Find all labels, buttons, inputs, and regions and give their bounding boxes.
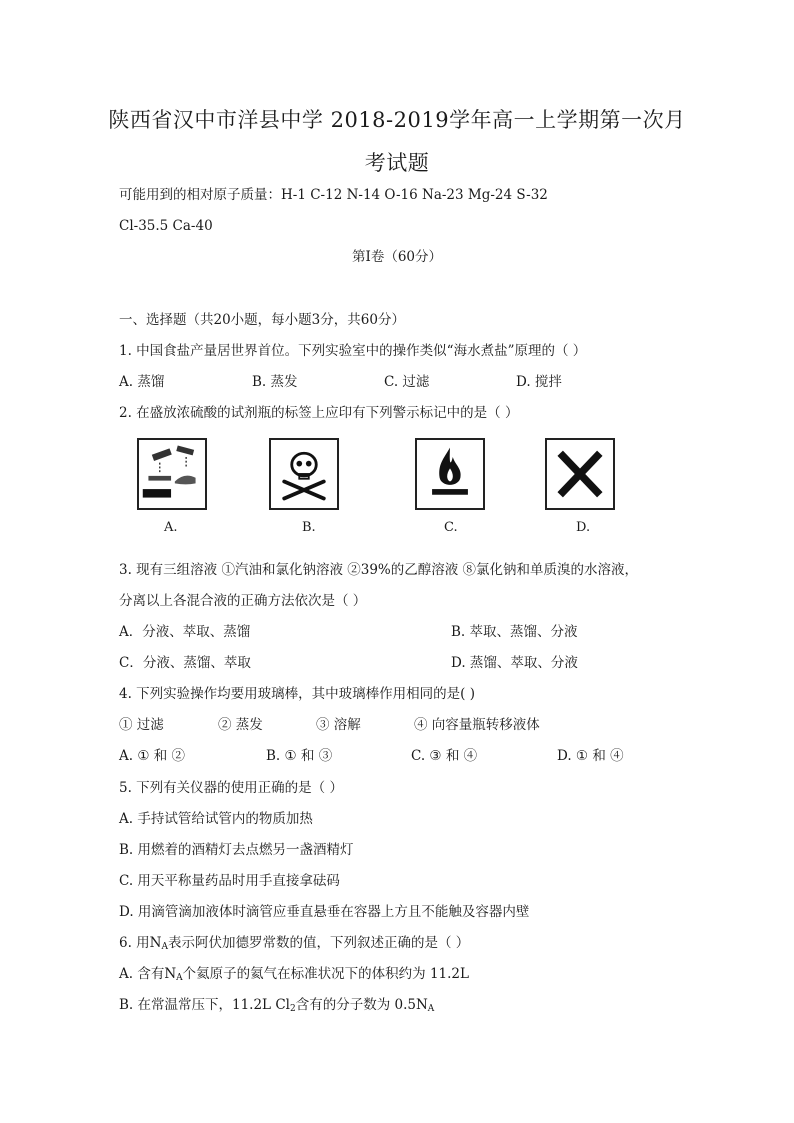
q2-label-c: C.	[444, 520, 458, 535]
q6-option-b-pre: B. 在常温常压下，11.2L Cl	[119, 997, 290, 1013]
q3-option-a: A．分液、萃取、蒸馏	[119, 624, 251, 640]
q1-option-c: C. 过滤	[384, 374, 430, 390]
corrosive-icon	[137, 438, 207, 510]
q4-item-2: ② 蒸发	[218, 717, 263, 733]
toxic-skull-icon	[269, 438, 339, 510]
q6-option-b-sub: 2	[289, 1004, 296, 1014]
q2-label-a: A.	[164, 520, 178, 535]
q4-stem: 4. 下列实验操作均要用玻璃棒，其中玻璃棒作用相同的是( )	[119, 686, 475, 702]
q6-stem-pre: 6. 用N	[119, 935, 162, 951]
volume-title: 第Ⅰ卷（60分）	[351, 249, 442, 265]
exam-title-line1: 陕西省汉中市洋县中学 2018-2019学年高一上学期第一次月	[108, 108, 686, 132]
q6-option-b-sub2: A	[427, 1004, 435, 1014]
q6-stem	[119, 934, 469, 952]
q3-option-c: C．分液、蒸馏、萃取	[119, 655, 251, 671]
q6-stem-post: 表示阿伏加德罗常数的值，下列叙述正确的是（ ）	[167, 935, 470, 951]
exam-title-line2: 考试题	[364, 151, 430, 175]
q4-item-3: ③ 溶解	[316, 717, 361, 733]
q5-option-d: D. 用滴管滴加液体时滴管应垂直悬垂在容器上方且不能触及容器内壁	[119, 904, 530, 920]
q1-option-d: D. 搅拌	[516, 374, 562, 390]
atomic-mass-line1: 可能用到的相对原子质量：H-1 C-12 N-14 O-16 Na-23 Mg-24 S-32	[119, 187, 548, 203]
q6-stem-sub: A	[161, 942, 168, 952]
q5-option-c: C. 用天平称量药品时用手直接拿砝码	[119, 873, 340, 889]
harmful-x-icon	[545, 438, 615, 510]
q6-option-a-post: 个氦原子的氦气在标准状况下的体积约为 11.2L	[182, 966, 469, 982]
q6-option-b-mid: 含有的分子数为 0.5N	[295, 997, 428, 1013]
q2-label-d: D.	[576, 520, 591, 535]
q4-option-d: D. ① 和 ④	[557, 748, 624, 764]
q4-option-c: C. ③ 和 ④	[411, 748, 478, 764]
section-title: 一、选择题（共20小题，每小题3分，共60分）	[119, 312, 405, 328]
q6-option-a-sub: A	[176, 973, 183, 983]
q5-option-b: B. 用燃着的酒精灯去点燃另一盏酒精灯	[119, 842, 354, 858]
q5-option-a: A. 手持试管给试管内的物质加热	[119, 811, 313, 827]
q2-label-b: B.	[302, 520, 316, 535]
q1-option-b: B. 蒸发	[252, 374, 298, 390]
q4-option-b: B. ① 和 ③	[266, 748, 333, 764]
q4-item-1: ① 过滤	[119, 717, 164, 733]
q3-option-b: B. 萃取、蒸馏、分液	[451, 624, 578, 640]
q6-option-b	[119, 996, 434, 1014]
q1-stem: 1. 中国食盐产量居世界首位。下列实验室中的操作类似“海水煮盐”原理的（ ）	[119, 343, 587, 359]
q4-item-4: ④ 向容量瓶转移液体	[414, 717, 540, 733]
flammable-icon	[415, 438, 485, 510]
q3-stem-line2: 分离以上各混合液的正确方法依次是（ ）	[119, 593, 367, 609]
q6-option-a	[119, 965, 469, 983]
q3-option-d: D. 蒸馏、萃取、分液	[451, 655, 578, 671]
q3-stem-line1: 3. 现有三组溶液 ①汽油和氯化钠溶液 ②39%的乙醇溶液 ⑧氯化钠和单质溴的水溶液，	[119, 562, 639, 578]
q2-stem: 2. 在盛放浓硫酸的试剂瓶的标签上应印有下列警示标记中的是（ ）	[119, 405, 519, 421]
q4-option-a: A. ① 和 ②	[119, 748, 186, 764]
q1-option-a: A. 蒸馏	[119, 374, 165, 390]
atomic-mass-line2: Cl-35.5 Ca-40	[119, 218, 213, 234]
q6-option-a-pre: A. 含有N	[119, 966, 177, 982]
q5-stem: 5. 下列有关仪器的使用正确的是（ ）	[119, 780, 343, 796]
